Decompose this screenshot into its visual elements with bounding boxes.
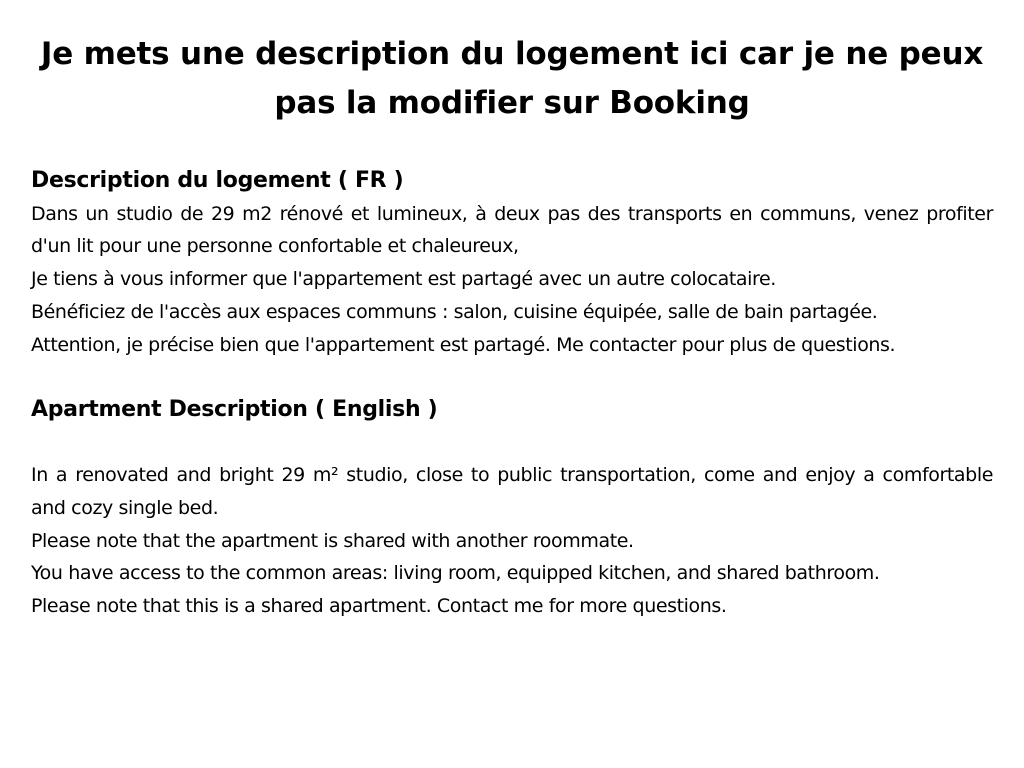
paragraph-en-2: Please note that the apartment is shared with another roommate. <box>31 529 634 552</box>
paragraph-fr-3: Bénéficiez de l'accès aux espaces communs : salon, cuisine équipée, salle de bain partagée. <box>31 300 878 323</box>
section-heading-fr: Description du logement ( FR ) <box>31 168 404 193</box>
document-body <box>31 165 993 623</box>
section-spacer <box>31 361 993 394</box>
paragraph-fr-1: Dans un studio de 29 m2 rénové et lumineux, à deux pas des transports en communs, venez profiter d'un lit pour une personne confortable et chaleureux, <box>31 202 993 258</box>
page-title: Je mets une description du logement ici car je ne peux pas la modifier sur Booking <box>40 36 984 121</box>
section-fr <box>31 165 993 361</box>
paragraph-en-4: Please note that this is a shared apartment. Contact me for more questions. <box>31 595 727 618</box>
heading-spacer <box>31 427 993 460</box>
paragraph-en-1: In a renovated and bright 29 m² studio, close to public transportation, come and enjoy a comfortable and cozy single bed. <box>31 464 993 519</box>
paragraph-fr-4: Attention, je précise bien que l'appartement est partagé. Me contacter pour plus de questions. <box>31 333 896 356</box>
section-en <box>31 394 993 623</box>
section-heading-en: Apartment Description ( English ) <box>31 396 438 422</box>
paragraph-fr-2: Je tiens à vous informer que l'appartement est partagé avec un autre colocataire. <box>31 268 776 291</box>
paragraph-en-3: You have access to the common areas: living room, equipped kitchen, and shared bathroom. <box>31 562 880 585</box>
